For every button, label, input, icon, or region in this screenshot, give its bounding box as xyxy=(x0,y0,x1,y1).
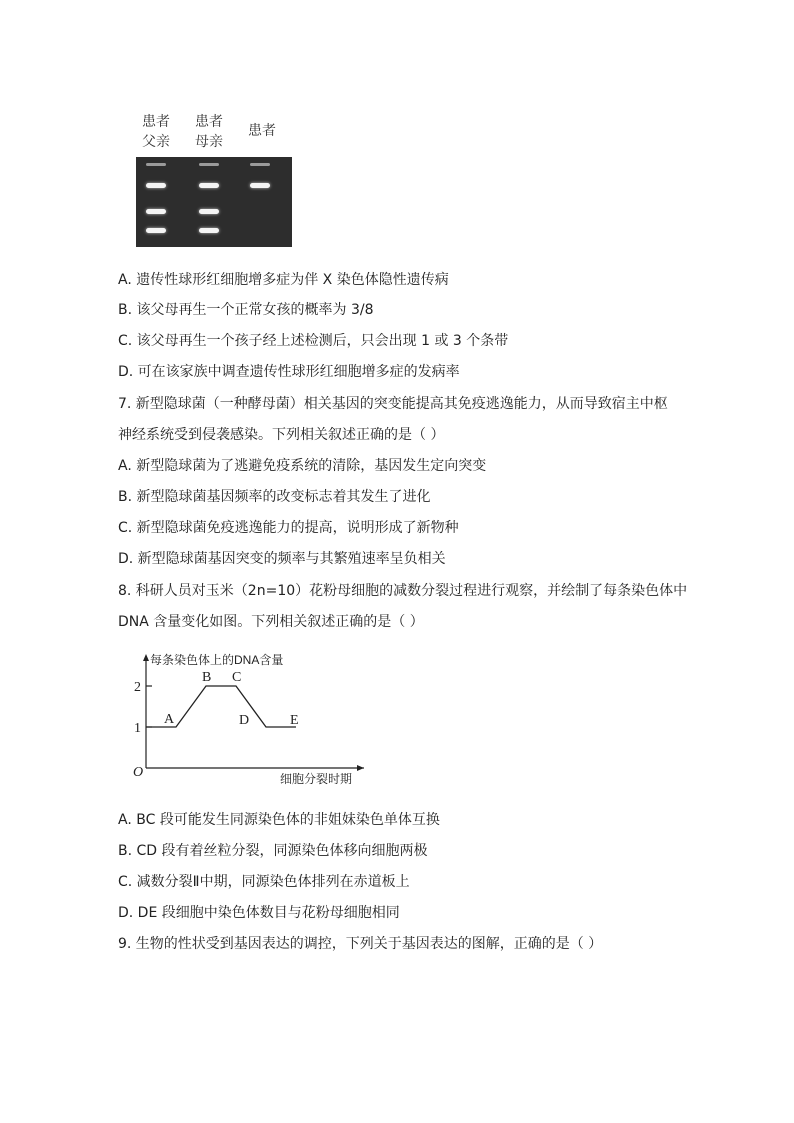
point-label-e: E xyxy=(290,713,299,728)
q7-option-b: B. 新型隐球菌基因频率的改变标志着其发生了进化 xyxy=(118,489,431,505)
gel-band xyxy=(146,228,166,233)
q7-stem-line2: 神经系统受到侵袭感染。下列相关叙述正确的是（ ） xyxy=(118,427,445,443)
x-axis-arrow xyxy=(357,765,364,771)
gel-band xyxy=(199,209,219,214)
q7-option-a: A. 新型隐球菌为了逃避免疫系统的清除，基因发生定向突变 xyxy=(118,458,487,474)
y-axis-label: 每条染色体上的DNA含量 xyxy=(150,653,284,667)
q6-option-c: C. 该父母再生一个孩子经上述检测后，只会出现 1 或 3 个条带 xyxy=(118,333,509,349)
gel-image xyxy=(136,157,292,247)
gel-band xyxy=(250,163,270,166)
x-axis-label: 细胞分裂时期 xyxy=(280,772,353,786)
gel-figure xyxy=(136,112,292,156)
y-tick-label: 1 xyxy=(134,721,141,736)
gel-band xyxy=(199,228,219,233)
lane-label-father: 患者 父亲 xyxy=(142,114,170,150)
q6-option-d: D. 可在该家族中调查遗传性球形红细胞增多症的发病率 xyxy=(118,364,460,380)
gel-band xyxy=(146,209,166,214)
gel-lane-labels xyxy=(136,112,292,156)
point-label-a: A xyxy=(164,712,175,727)
q6-option-b: B. 该父母再生一个正常女孩的概率为 3/8 xyxy=(118,302,374,318)
y-tick-label: 2 xyxy=(134,680,141,695)
point-label-d: D xyxy=(239,713,250,728)
gel-band xyxy=(146,183,166,188)
q8-option-d: D. DE 段细胞中染色体数目与花粉母细胞相同 xyxy=(118,905,400,921)
q7-stem-line1: 7. 新型隐球菌（一种酵母菌）相关基因的突变能提高其免疫逃逸能力，从而导致宿主中枢 xyxy=(118,396,668,412)
origin-label: O xyxy=(133,765,144,780)
gel-band xyxy=(146,163,166,166)
q9-stem: 9. 生物的性状受到基因表达的调控，下列关于基因表达的图解，正确的是（ ） xyxy=(118,936,603,952)
q8-option-b: B. CD 段有着丝粒分裂，同源染色体移向细胞两极 xyxy=(118,843,428,859)
point-label-c: C xyxy=(232,670,242,685)
q8-stem-line1: 8. 科研人员对玉米（2n=10）花粉母细胞的减数分裂过程进行观察，并绘制了每条染色体中 xyxy=(118,583,688,599)
q6-option-a: A. 遗传性球形红细胞增多症为伴 X 染色体隐性遗传病 xyxy=(118,272,449,288)
dna-content-chart xyxy=(128,650,368,790)
y-axis-arrow xyxy=(143,654,149,661)
gel-band xyxy=(250,183,270,188)
lane-label-patient: 患者 xyxy=(248,123,276,139)
q7-option-d: D. 新型隐球菌基因突变的频率与其繁殖速率呈负相关 xyxy=(118,551,446,567)
q8-stem-line2: DNA 含量变化如图。下列相关叙述正确的是（ ） xyxy=(118,614,424,630)
gel-band xyxy=(199,163,219,166)
gel-band xyxy=(199,183,219,188)
q8-option-c: C. 减数分裂Ⅱ中期，同源染色体排列在赤道板上 xyxy=(118,874,410,890)
point-label-b: B xyxy=(202,670,212,685)
lane-label-mother: 患者 母亲 xyxy=(195,114,223,150)
q8-option-a: A. BC 段可能发生同源染色体的非姐妹染色单体互换 xyxy=(118,812,440,828)
q7-option-c: C. 新型隐球菌免疫逃逸能力的提高，说明形成了新物种 xyxy=(118,520,459,536)
